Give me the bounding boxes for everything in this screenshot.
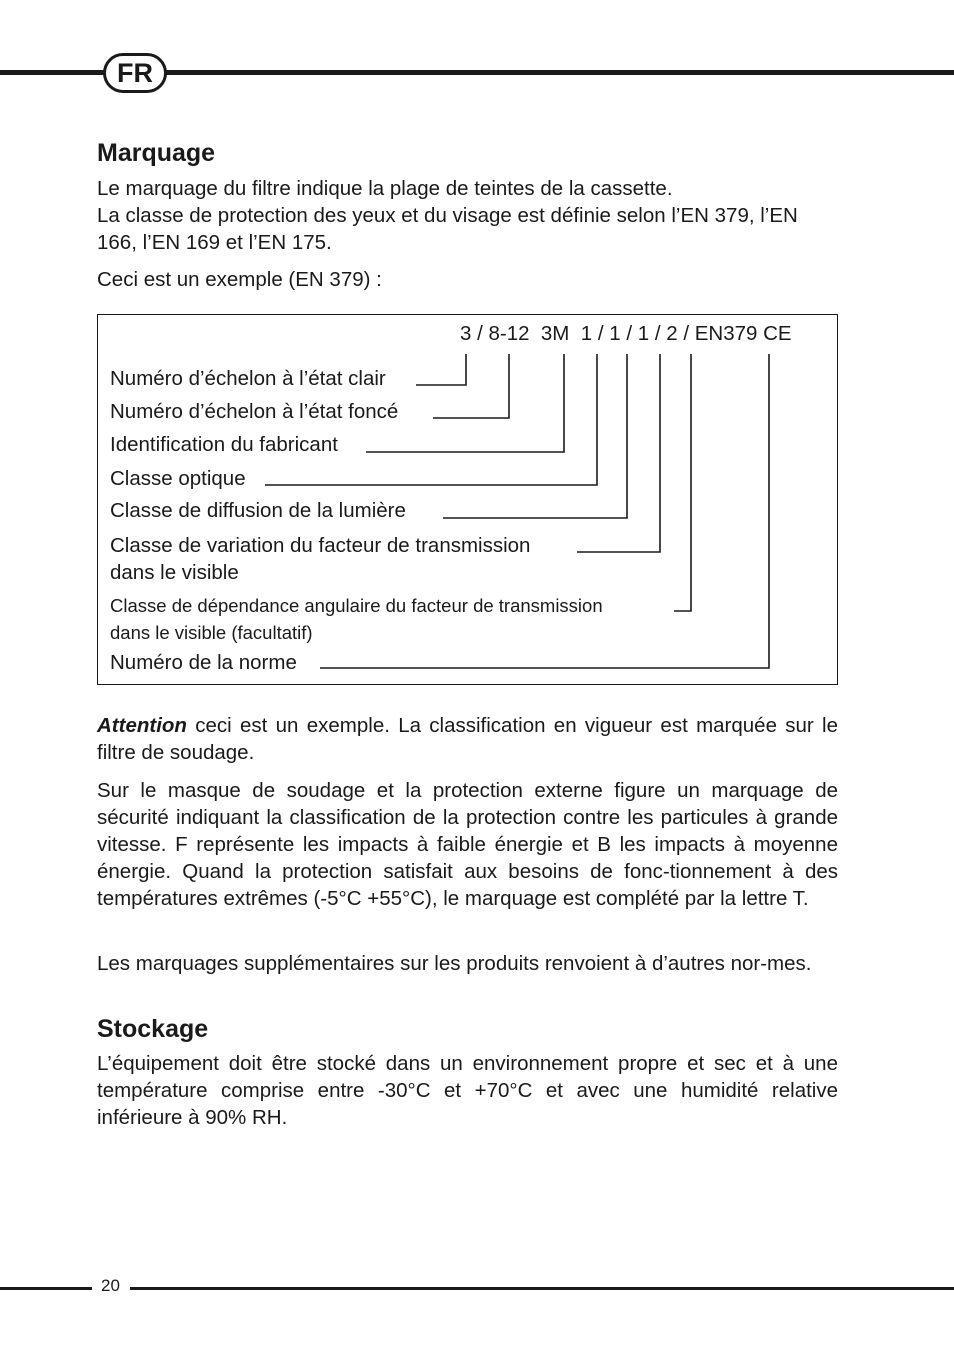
leader-optical-class — [265, 354, 597, 485]
label-transmission-variation-2: dans le visible — [110, 561, 239, 584]
label-standard-number: Numéro de la norme — [110, 651, 297, 674]
leader-shade-dark — [433, 354, 509, 418]
attention-label: Attention — [97, 714, 187, 737]
label-angular-dependence-2: dans le visible (facultatif) — [110, 622, 313, 643]
leader-manufacturer — [366, 354, 564, 452]
label-manufacturer: Identification du fabricant — [110, 433, 338, 456]
footer-rule-left — [0, 1287, 92, 1290]
leader-angular-dependence — [674, 354, 691, 611]
stockage-paragraph: L’équipement doit être stocké dans un environnement propre et sec et à une température comprise entre -30°C et +70°C et avec une humidité relative inférieure à 90% RH. — [97, 1052, 838, 1129]
example-intro: Ceci est un exemple (EN 379) : — [97, 268, 382, 291]
page-number: 20 — [101, 1276, 120, 1295]
heading-marquage: Marquage — [97, 139, 216, 167]
label-optical-class: Classe optique — [110, 467, 246, 490]
heading-stockage: Stockage — [97, 1015, 209, 1043]
impacts-paragraph: Sur le masque de soudage et la protection externe figure un marquage de sécurité indiquant la classification de la protection contre les particules à grande vitesse. F représente les impacts à faible énergie et B les impacts à moyenne énergie. Quand la protection satisfait aux besoins de fonc-tionnement à des températures extrêmes (-5°C +55°C), le marquage est complété par la lettre T. — [97, 779, 838, 910]
marquage-line-2: La classe de protection des yeux et du visage est définie selon l’EN 379, l’EN 166, l’EN 169 et l’EN 175. — [97, 204, 798, 254]
additional-markings-paragraph: Les marquages supplémentaires sur les produits renvoient à d’autres nor-mes. — [97, 952, 812, 975]
attention-paragraph — [97, 712, 838, 766]
label-shade-light: Numéro d’échelon à l’état clair — [110, 367, 386, 390]
attention-text: ceci est un exemple. La classification en vigueur est marquée sur le filtre de soudage. — [97, 714, 838, 764]
leader-transmission-variation — [577, 354, 660, 552]
label-diffusion-class: Classe de diffusion de la lumière — [110, 499, 406, 522]
leader-shade-light — [416, 354, 466, 385]
footer-rule-right — [130, 1287, 954, 1290]
marking-code: 3 / 8-12 3M 1 / 1 / 1 / 2 / EN379 CE — [460, 322, 792, 345]
label-transmission-variation: Classe de variation du facteur de transmission — [110, 534, 531, 557]
marquage-line-1: Le marquage du filtre indique la plage de teintes de la cassette. — [97, 177, 673, 200]
label-shade-dark: Numéro d’échelon à l’état foncé — [110, 400, 399, 423]
leader-standard-number — [320, 354, 769, 668]
language-badge: FR — [103, 53, 167, 93]
label-angular-dependence: Classe de dépendance angulaire du facteur de transmission — [110, 595, 603, 616]
leader-diffusion-class — [443, 354, 627, 518]
